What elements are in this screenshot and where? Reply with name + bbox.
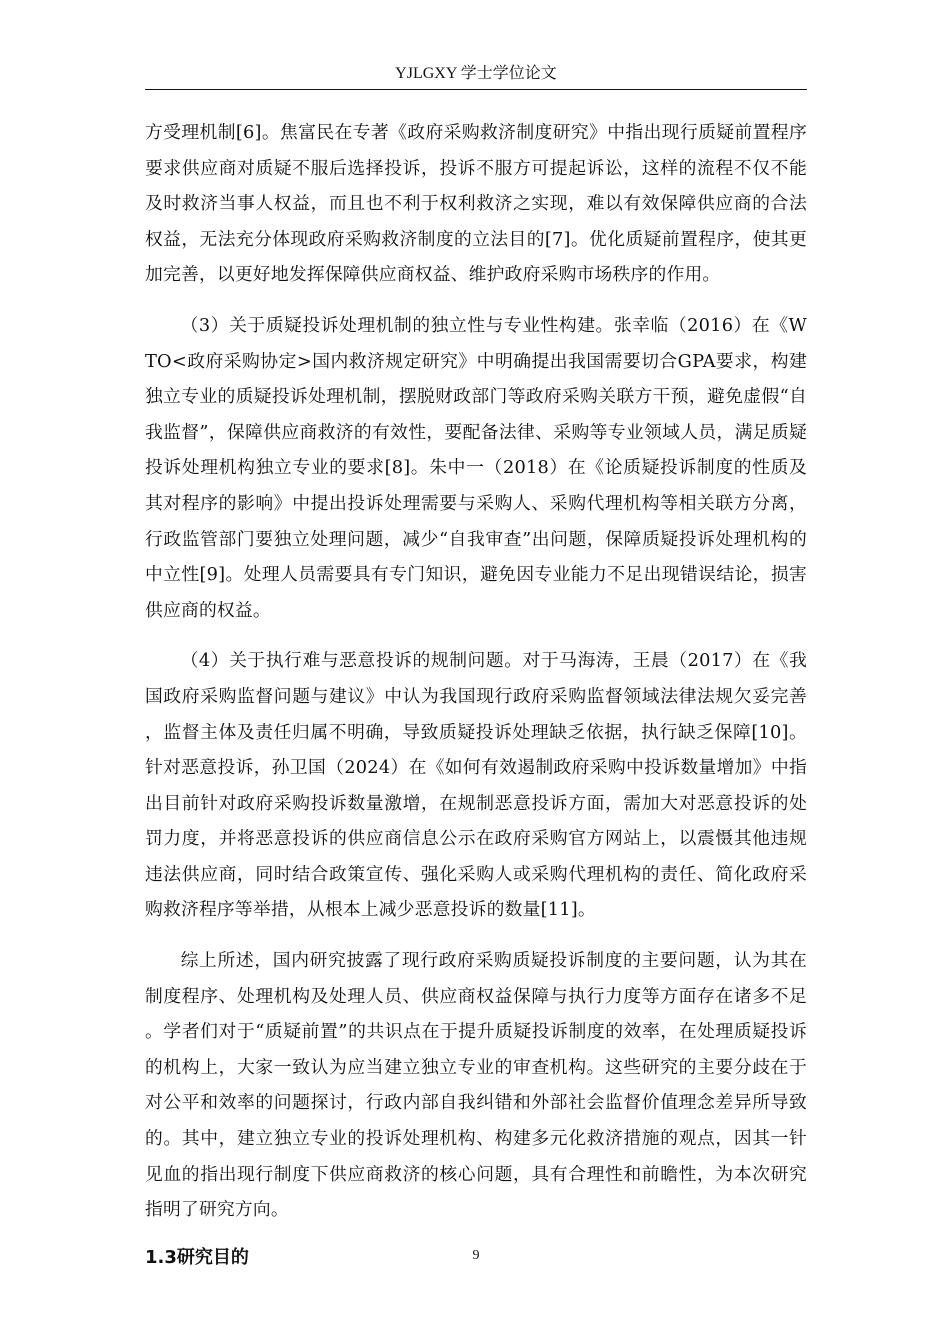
paragraph-item-3: （3）关于质疑投诉处理机制的独立性与专业性构建。张幸临（2016）在《WTO<政府采购协定>国内救济规定研究》中明确提出我国需要切合GPA要求，构建独立专业的质疑投诉处理机制，摆脱财政部门等政府采购关联方干预，避免虚假“自我监督”，保障供应商救济的有效性，要配备法律、采购等专业领域人员，满足质疑投诉处理机构独立专业的要求[8]。朱中一（2018）在《论质疑投诉制度的性质及其对程序的影响》中提出投诉处理需要与采购人、采购代理机构等相关联方分离，行政监管部门要独立处理问题，减少“自我审查”出问题，保障质疑投诉处理机构的中立性[9]。处理人员需要具有专门知识，避免因专业能力不足出现错误结论，损害供应商的权益。: [145, 314, 807, 621]
paragraph-item-4: （4）关于执行难与恶意投诉的规制问题。对于马海涛，王晨（2017）在《我国政府采购监督问题与建议》中认为我国现行政府采购监督领域法律法规欠妥完善，监督主体及责任归属不明确，导致质疑投诉处理缺乏依据，执行缺乏保障[10]。针对恶意投诉，孙卫国（2024）在《如何有效遏制政府采购中投诉数量增加》中指出目前针对政府采购投诉数量激增，在规制恶意投诉方面，需加大对恶意投诉的处罚力度，并将恶意投诉的供应商信息公示在政府采购官方网站上，以震慑其他违规违法供应商，同时结合政策宣传、强化采购人或采购代理机构的责任、简化政府采购救济程序等举措，从根本上减少恶意投诉的数量[11]。: [145, 650, 807, 921]
paragraph-summary: 综上所述，国内研究披露了现行政府采购质疑投诉制度的主要问题，认为其在制度程序、处理机构及处理人员、供应商权益保障与执行力度等方面存在诸多不足。学者们对于“质疑前置”的共识点在于提升质疑投诉制度的效率，在处理质疑投诉的机构上，大家一致认为应当建立独立专业的审查机构。这些研究的主要分歧在于对公平和效率的问题探讨，行政内部自我纠错和外部社会监督价值理念差异所导致的。其中，建立独立专业的投诉处理机构、构建多元化救济措施的观点，因其一针见血的指出现行制度下供应商救济的核心问题，具有合理性和前瞻性，为本次研究指明了研究方向。: [145, 950, 807, 1221]
header-divider: [145, 89, 807, 90]
page-header-title: YJLGXY 学士学位论文: [395, 65, 557, 82]
paragraph-continuation: 方受理机制[6]。焦富民在专著《政府采购救济制度研究》中指出现行质疑前置程序要求供应商对质疑不服后选择投诉，投诉不服方可提起诉讼，这样的流程不仅不能及时救济当事人权益，而且也不利于权利救济之实现，难以有效保障供应商的合法权益，无法充分体现政府采购救济制度的立法目的[7]。优化质疑前置程序，使其更加完善，以更好地发挥保障供应商权益、维护政府采购市场秩序的作用。: [145, 122, 807, 286]
body-content: [145, 115, 807, 1276]
section-heading: 1.3研究目的: [145, 1246, 249, 1268]
page-number: 9: [472, 1248, 480, 1263]
